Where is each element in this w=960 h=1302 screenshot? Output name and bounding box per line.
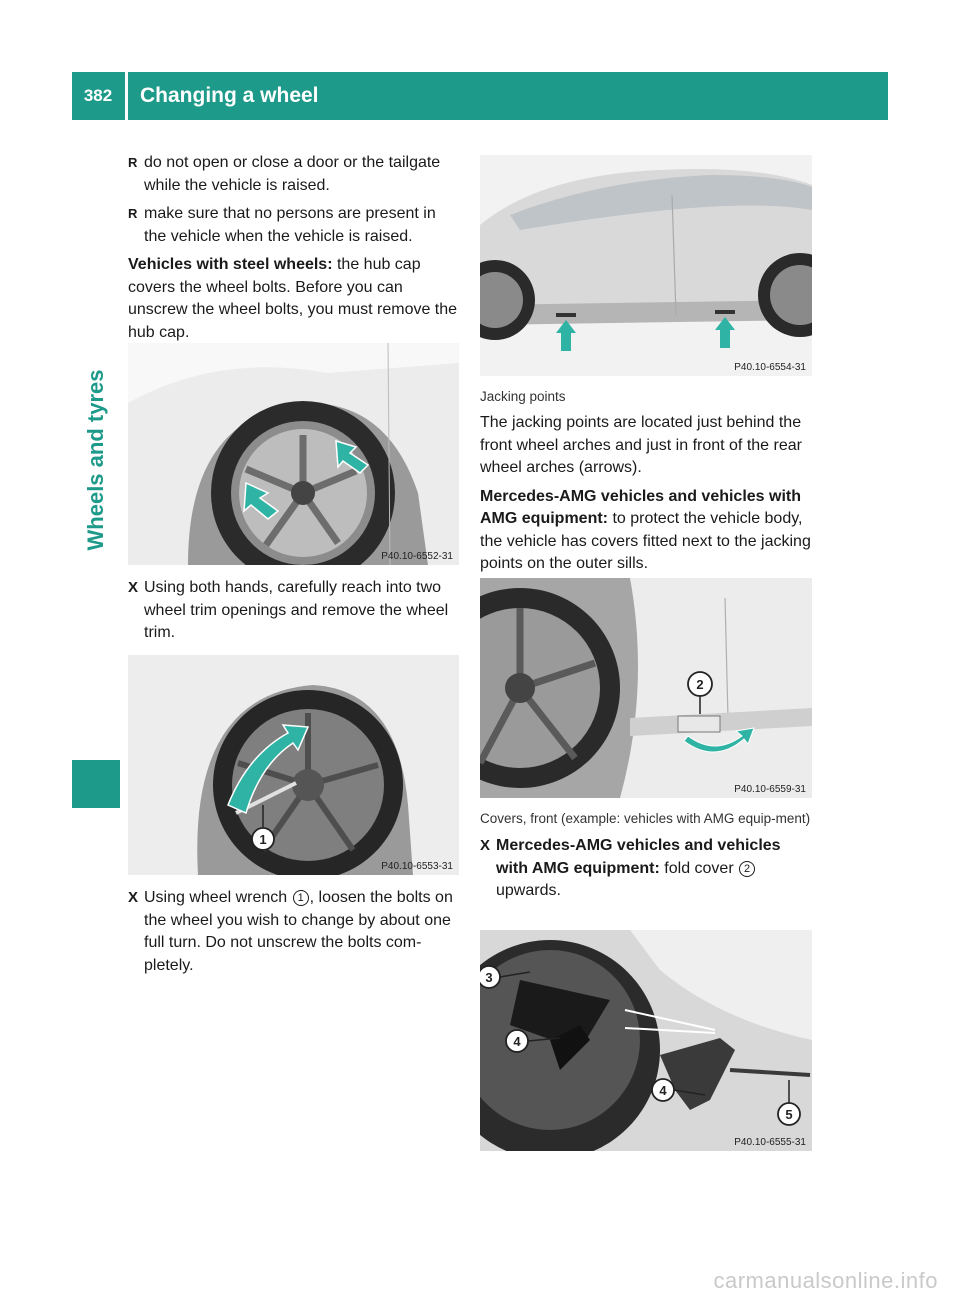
- bullet-mark-icon: R: [128, 206, 138, 221]
- figure-covers: [480, 578, 812, 798]
- step-item: X Mercedes-AMG vehicles and vehicles with AMG equipment: fold cover 2 upwards.: [480, 837, 781, 899]
- figure-id-label: P40.10-6554-31: [734, 362, 806, 373]
- callout-4: 4: [513, 1034, 521, 1049]
- callout-2: 2: [696, 677, 704, 692]
- cover-section: [480, 810, 812, 903]
- figure-id-label: P40.10-6559-31: [734, 784, 806, 795]
- jacking-paragraph: The jacking points are located just behind the front wheel arches and just in front of the rear wheel arches (arrows).: [480, 414, 802, 476]
- left-column: [128, 152, 460, 344]
- step-item: X Using both hands, carefully reach into two wheel trim openings and remove the wheel trim.: [128, 579, 449, 641]
- bullet-mark-icon: R: [128, 155, 138, 170]
- section-title: Changing a wheel: [140, 84, 319, 107]
- amg-paragraph: Mercedes-AMG vehicles and vehicles with AMG equipment: to protect the vehicle body, the vehicle has covers fitted next to the jacking points on the outer sills.: [480, 487, 811, 572]
- step-remove-trim: [128, 577, 460, 645]
- callout-1: 1: [259, 832, 267, 847]
- figure-caption: Jacking points: [480, 389, 566, 404]
- page-number: 382: [83, 86, 113, 105]
- figure-id-label: P40.10-6553-31: [381, 861, 453, 872]
- callout-ref: 2: [739, 861, 755, 877]
- steel-wheels-paragraph: Vehicles with steel wheels: the hub cap covers the wheel bolts. Before you can unscrew the wheel bolts, you must remove the hub cap.: [128, 256, 458, 341]
- side-tab-marker: [72, 760, 120, 808]
- callout-4b: 4: [659, 1083, 667, 1098]
- figure-id-label: P40.10-6555-31: [734, 1137, 806, 1148]
- step-arrow-icon: X: [128, 889, 139, 906]
- step-arrow-icon: X: [480, 837, 491, 854]
- step-arrow-icon: X: [128, 579, 139, 596]
- bullet-item: R do not open or close a door or the tailgate while the vehicle is raised.: [128, 154, 441, 194]
- figure-jack: [480, 930, 812, 1151]
- figure-wheel-trim: [128, 343, 459, 565]
- figure-wheel-wrench: [128, 655, 459, 875]
- step-loosen-bolts: [128, 887, 460, 977]
- figure-caption: Covers, front (example: vehicles with AMG equip-ment): [480, 811, 811, 826]
- step-item: X Using wheel wrench 1 , loosen the bolts on the wheel you wish to change by about one full turn. Do not unscrew the bolts com-pletely.: [128, 889, 453, 974]
- callout-5: 5: [785, 1107, 793, 1122]
- header-divider: [125, 72, 128, 120]
- footer-watermark: carmanualsonline.info: [713, 1268, 938, 1293]
- figure-jacking-points: [480, 155, 812, 376]
- bullet-item: R make sure that no persons are present in the vehicle when the vehicle is raised.: [128, 205, 436, 245]
- side-tab-label: Wheels and tyres: [83, 369, 108, 551]
- jacking-section: [480, 388, 812, 576]
- callout-ref: 1: [293, 890, 309, 906]
- callout-3: 3: [485, 970, 493, 985]
- figure-id-label: P40.10-6552-31: [381, 551, 453, 562]
